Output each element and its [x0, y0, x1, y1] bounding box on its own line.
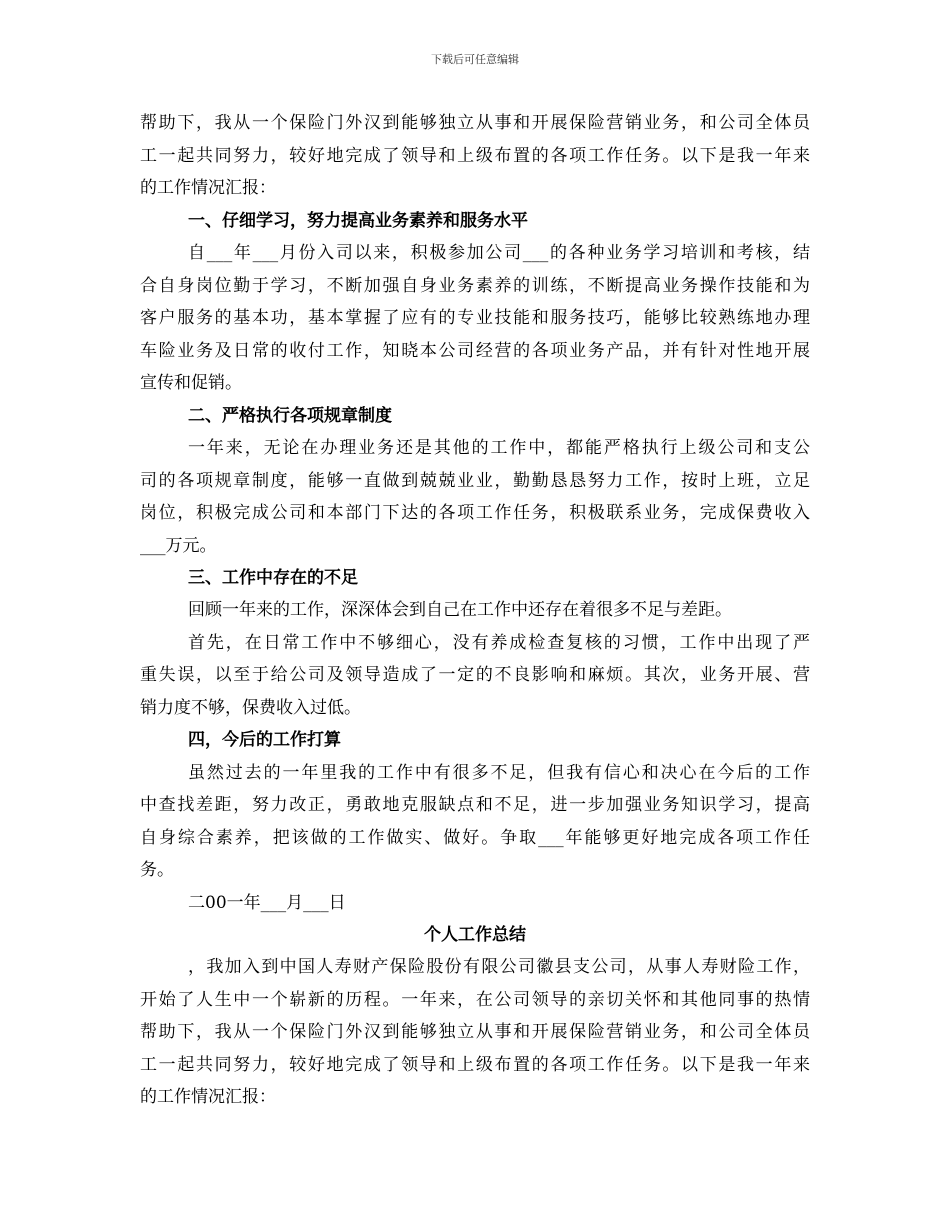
paragraph-line: 工一起共同努力，较好地完成了领导和上级布置的各项工作任务。以下是我一年来: [140, 146, 810, 166]
paragraph-line: 的工作情况汇报：: [140, 1087, 276, 1107]
paragraph-line: 首先，在日常工作中不够细心，没有养成检查复核的习惯，工作中出现了严: [188, 633, 810, 653]
paragraph-line: 回顾一年来的工作，深深体会到自己在工作中还存在着很多不足与差距。: [188, 600, 732, 620]
paragraph-line: 开始了人生中一个崭新的历程。一年来，在公司领导的亲切关怀和其他同事的热情: [140, 990, 810, 1010]
paragraph-line: 中查找差距，努力改正，勇敢地克服缺点和不足，进一步加强业务知识学习，提高: [140, 795, 810, 815]
paragraph-line: 自身综合素养，把该做的工作做实、做好。争取___年能够更好地完成各项工作任: [140, 828, 810, 848]
paragraph-line: 岗位，积极完成公司和本部门下达的各项工作任务，积极联系业务，完成保费收入: [140, 503, 810, 523]
paragraph-line: ，我加入到中国人寿财产保险股份有限公司徽县支公司，从事人寿财险工作，: [188, 957, 810, 977]
paragraph-line: 务。: [140, 860, 174, 880]
header-note: 下载后可任意编辑: [431, 53, 519, 66]
section-heading-1: 一、仔细学习，努力提高业务素养和服务水平: [188, 211, 528, 231]
section-heading-4: 四，今后的工作打算: [188, 730, 341, 750]
paragraph-line: 合自身岗位勤于学习，不断加强自身业务素养的训练，不断提高业务操作技能和为: [140, 276, 810, 296]
section-heading-3: 三、工作中存在的不足: [188, 568, 358, 588]
document-title: 个人工作总结: [424, 925, 526, 945]
paragraph-line: 客户服务的基本功，基本掌握了应有的专业技能和服务技巧，能够比较熟练地办理: [140, 308, 810, 328]
paragraph-line: 车险业务及日常的收付工作，知晓本公司经营的各项业务产品，并有针对性地开展: [140, 341, 810, 361]
section-heading-2: 二、严格执行各项规章制度: [188, 406, 392, 426]
paragraph-line: 销力度不够，保费收入过低。: [140, 698, 361, 718]
date-line: 二00一年___月___日: [188, 893, 346, 913]
paragraph-line: 工一起共同努力，较好地完成了领导和上级布置的各项工作任务。以下是我一年来: [140, 1055, 810, 1075]
paragraph-line: 的工作情况汇报：: [140, 178, 276, 198]
paragraph-line: 帮助下，我从一个保险门外汉到能够独立从事和开展保险营销业务，和公司全体员: [140, 1022, 810, 1042]
paragraph-line: 重失误，以至于给公司及领导造成了一定的不良影响和麻烦。其次，业务开展、营: [140, 665, 810, 685]
paragraph-line: 宣传和促销。: [140, 373, 242, 393]
paragraph-line: 虽然过去的一年里我的工作中有很多不足，但我有信心和决心在今后的工作: [188, 763, 810, 783]
paragraph-line: 自___年___月份入司以来，积极参加公司___的各种业务学习培训和考核，结: [188, 243, 810, 263]
paragraph-line: ___万元。: [140, 536, 217, 556]
paragraph-line: 司的各项规章制度，能够一直做到兢兢业业，勤勤恳恳努力工作，按时上班，立足: [140, 471, 810, 491]
paragraph-line: 一年来，无论在办理业务还是其他的工作中，都能严格执行上级公司和支公: [188, 438, 810, 458]
paragraph-line: 帮助下，我从一个保险门外汉到能够独立从事和开展保险营销业务，和公司全体员: [140, 113, 810, 133]
